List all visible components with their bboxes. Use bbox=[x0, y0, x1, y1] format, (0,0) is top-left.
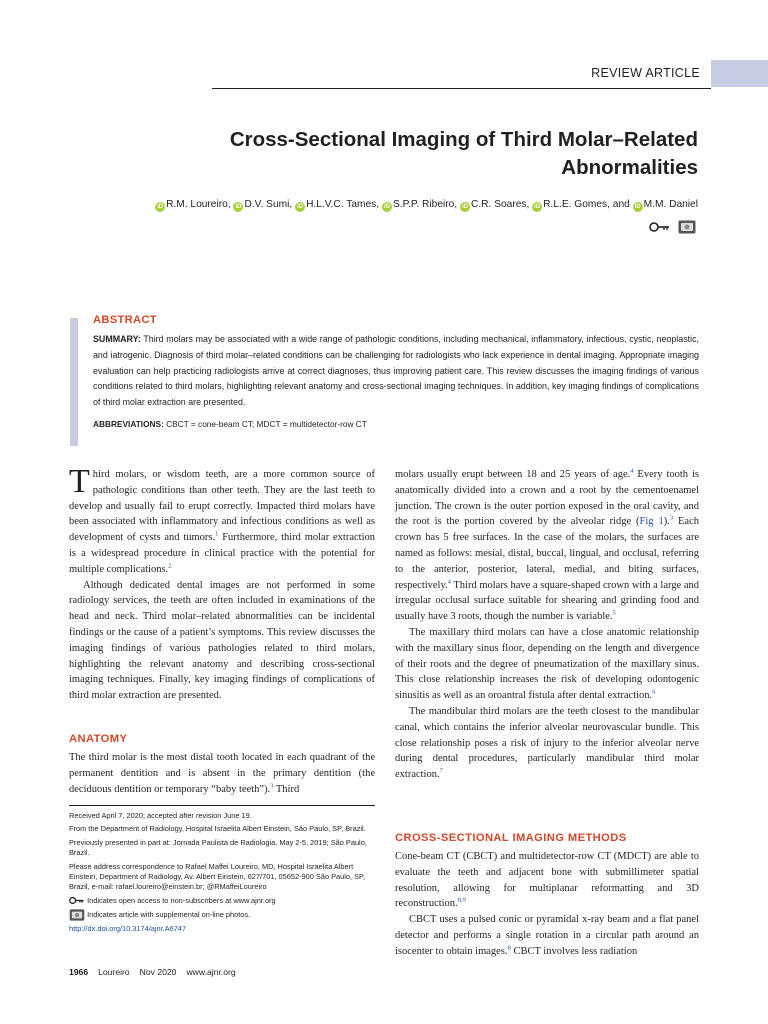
section-heading-anatomy: ANATOMY bbox=[69, 733, 128, 745]
header-color-bar bbox=[711, 60, 768, 87]
author-item[interactable]: iD S.P.P. Ribeiro, bbox=[383, 199, 458, 210]
abstract-block bbox=[93, 314, 699, 429]
author-list bbox=[78, 197, 698, 213]
author-item[interactable]: iD R.M. Loureiro, bbox=[157, 199, 231, 210]
orcid-icon[interactable]: iD bbox=[461, 204, 468, 210]
footnote-correspondence: Please address correspondence to Rafael Maffei Loureiro, MD, Hospital Israelita Albert Einstein, Department of Radiology, Av. Albert Einstein, 627/701, 05652-900 São Paulo, SP, Brazil, e-mail: rafael.loureiro@einstein.br; @RMaffeiLoureiro bbox=[69, 861, 366, 892]
page-footer bbox=[69, 967, 236, 977]
orcid-icon[interactable]: iD bbox=[634, 204, 641, 210]
reference-link[interactable]: 8,9 bbox=[457, 896, 466, 904]
intro-paragraph-1: Third molars, or wisdom teeth, are a more common source of pathologic conditions than other teeth. They are the last teeth to develop and usually fail to erupt correctly. Impacted third molars have been associated with inflammatory and infectious conditions as well as development of cysts and tumors.$^1$ Furthermore, third molar extraction is a widespread procedure in clinical practice with the potential for multiple complications.$^2$ bbox=[69, 463, 375, 575]
author-item[interactable]: iD H.L.V.C. Tames, bbox=[297, 199, 380, 210]
page-number: 1966 bbox=[69, 967, 89, 977]
anatomy-paragraph-continued: molars usually erupt between 18 and 25 years of age.$^4$ Every tooth is anatomically divided into a crown and a root by the cementoenamel junction. The crown is the outer portion exposed in the oral cavity, and the root is the portion covered by the alveolar ridge (Fig 1).$^3$ Each crown has 5 free surfaces. In the case of the molars, the surfaces are named as follows: mesial, distal, buccal, lingual, and occlusal, referring to the anterior, posterior, lateral, medial, and biting surfaces, respectively.$^4$ Third molars have a square-shaped crown with a large and irregular occlusal surface suitable for shearing and grinding food and usually have 3 roots, though the number is variable.$^5$ bbox=[395, 467, 699, 623]
orcid-icon[interactable]: iD bbox=[235, 204, 242, 210]
orcid-icon[interactable]: iD bbox=[157, 204, 164, 210]
abstract-summary: SUMMARY: Third molars may be associated with a wide range of pathologic conditions, including mechanical, inflammatory, infectious, cystic, neoplastic, and iatrogenic. Diagnosis of third molar–related conditions can be challenging for radiologists who lack experience in dental imaging. Appropriate imaging evaluation can help practicing radiologists arrive at correct diagnoses, thus improving patient care. This review discusses the imaging findings of various conditions related to third molars, highlighting relevant anatomy and cross-sectional imaging techniques. In addition, key imaging findings of complications of third molar extraction are presented. bbox=[93, 334, 699, 408]
footnote-rule bbox=[69, 805, 375, 806]
reference-link[interactable]: 3 bbox=[270, 782, 274, 790]
supplemental-film-icon[interactable] bbox=[678, 220, 696, 234]
orcid-icon[interactable]: iD bbox=[383, 204, 390, 210]
reference-link[interactable]: 4 bbox=[447, 578, 451, 586]
orcid-icon[interactable]: iD bbox=[297, 204, 304, 210]
reference-link[interactable]: 3 bbox=[669, 514, 674, 522]
supplemental-film-icon bbox=[69, 909, 85, 921]
reference-link[interactable]: 5 bbox=[612, 609, 616, 617]
footnote-affiliation: From the Department of Radiology, Hospital Israelita Albert Einstein, São Paulo, SP, Brazil. bbox=[69, 824, 366, 834]
abstract-heading: ABSTRACT bbox=[93, 314, 157, 326]
reference-link[interactable]: 4 bbox=[630, 467, 634, 475]
footnotes bbox=[69, 811, 375, 938]
abstract-side-bar bbox=[70, 318, 78, 446]
reference-link[interactable]: 7 bbox=[439, 767, 443, 775]
article-title bbox=[138, 126, 698, 182]
intro-paragraph-2: Although dedicated dental images are not performed in some radiology services, the teeth are often included in examinations of the head and neck. Third molar–related abnormalities can be incidental findings or the cause of a patient’s symptoms. This review discusses the imaging findings of various pathologies related to third molars, highlighting the relevant anatomy and describing cross-sectional imaging techniques. Finally, key imaging findings of complications of third molar extraction are presented. bbox=[69, 579, 375, 702]
abbreviations: ABBREVIATIONS: CBCT = cone-beam CT; MDCT = multidetector-row CT bbox=[93, 418, 367, 429]
access-icons bbox=[649, 218, 696, 234]
open-access-key-icon[interactable] bbox=[649, 221, 671, 233]
open-access-key-icon bbox=[69, 896, 85, 905]
reference-link[interactable]: 8 bbox=[507, 944, 511, 952]
footnote-presented: Previously presented in part at: Jornada Paulista de Radiologia, May 2-5, 2019; São Paulo, Brazil. bbox=[69, 837, 367, 858]
mandibular-paragraph: The mandibular third molars are the teeth closest to the mandibular canal, which contains the inferior alveolar neurovascular bundle. This close relationship poses a risk of injury to the inferior alveolar nerve during dental procedures, particularly mandibular third molar extraction.$^7$ bbox=[395, 705, 699, 781]
orcid-icon[interactable]: iD bbox=[534, 204, 541, 210]
footer-date: Nov 2020 bbox=[139, 967, 177, 977]
doi-link[interactable]: http://dx.doi.org/10.3174/ajnr.A6747 bbox=[69, 924, 187, 934]
section-heading-imaging-methods: CROSS-SECTIONAL IMAGING METHODS bbox=[395, 832, 627, 844]
imaging-methods-text bbox=[395, 849, 699, 960]
reference-link[interactable]: 6 bbox=[652, 688, 656, 696]
maxillary-paragraph: The maxillary third molars can have a close anatomic relationship with the maxillary sinus floor, depending on the length and divergence of their roots and the degree of pneumatization of the maxillary sinus. This close relationship increases the risk of developing odontogenic sinusitis as well as an oroantral fistula after dental extraction.$^6$ bbox=[395, 626, 699, 702]
author-item[interactable]: iD R.L.E. Gomes, and bbox=[534, 199, 630, 210]
drop-cap: T bbox=[69, 463, 90, 500]
footnote-received: Received April 7, 2020; accepted after revision June 19. bbox=[69, 811, 252, 820]
article-type-label: REVIEW ARTICLE bbox=[591, 66, 700, 80]
imaging-paragraph-1: Cone-beam CT (CBCT) and multidetector-row CT (MDCT) are able to evaluate the teeth and adjacent bone with submillimeter spatial resolution, allowing for multiplanar reformatting and 3D reconstruction.$^{8,9}$ bbox=[395, 851, 699, 910]
reference-link[interactable]: 2 bbox=[168, 562, 172, 570]
author-item[interactable]: iD D.V. Sumi, bbox=[235, 199, 293, 210]
header-rule bbox=[212, 88, 711, 89]
footnote-open-access: Indicates open access to non-subscribers at www.ajnr.org bbox=[69, 896, 375, 906]
author-item[interactable]: iD C.R. Soares, bbox=[461, 199, 530, 210]
right-column-anatomy bbox=[395, 467, 699, 783]
footer-author: Loureiro bbox=[98, 967, 130, 977]
left-column-intro bbox=[69, 463, 375, 704]
title-line-2: Abnormalities bbox=[561, 156, 698, 179]
footnote-supplemental: Indicates article with supplemental on-line photos. bbox=[69, 909, 375, 921]
footer-site[interactable]: www.ajnr.org bbox=[186, 967, 236, 977]
anatomy-paragraph: The third molar is the most distal tooth located in each quadrant of the permanent dentition and is absent in the primary dentition (the deciduous dentition or temporary “baby teeth”).$^3$ Third bbox=[69, 752, 375, 795]
title-line-1: Cross-Sectional Imaging of Third Molar–Related bbox=[229, 128, 698, 151]
author-item[interactable]: iD M.M. Daniel bbox=[634, 199, 698, 210]
imaging-paragraph-2: CBCT uses a pulsed conic or pyramidal x-ray beam and a flat panel detector and performs a single rotation in a circular path around an isocenter to obtain images.$^8$ CBCT involves less radiation bbox=[395, 914, 699, 957]
reference-link[interactable]: 1 bbox=[215, 530, 219, 538]
figure-link[interactable]: Fig 1 bbox=[639, 516, 664, 528]
